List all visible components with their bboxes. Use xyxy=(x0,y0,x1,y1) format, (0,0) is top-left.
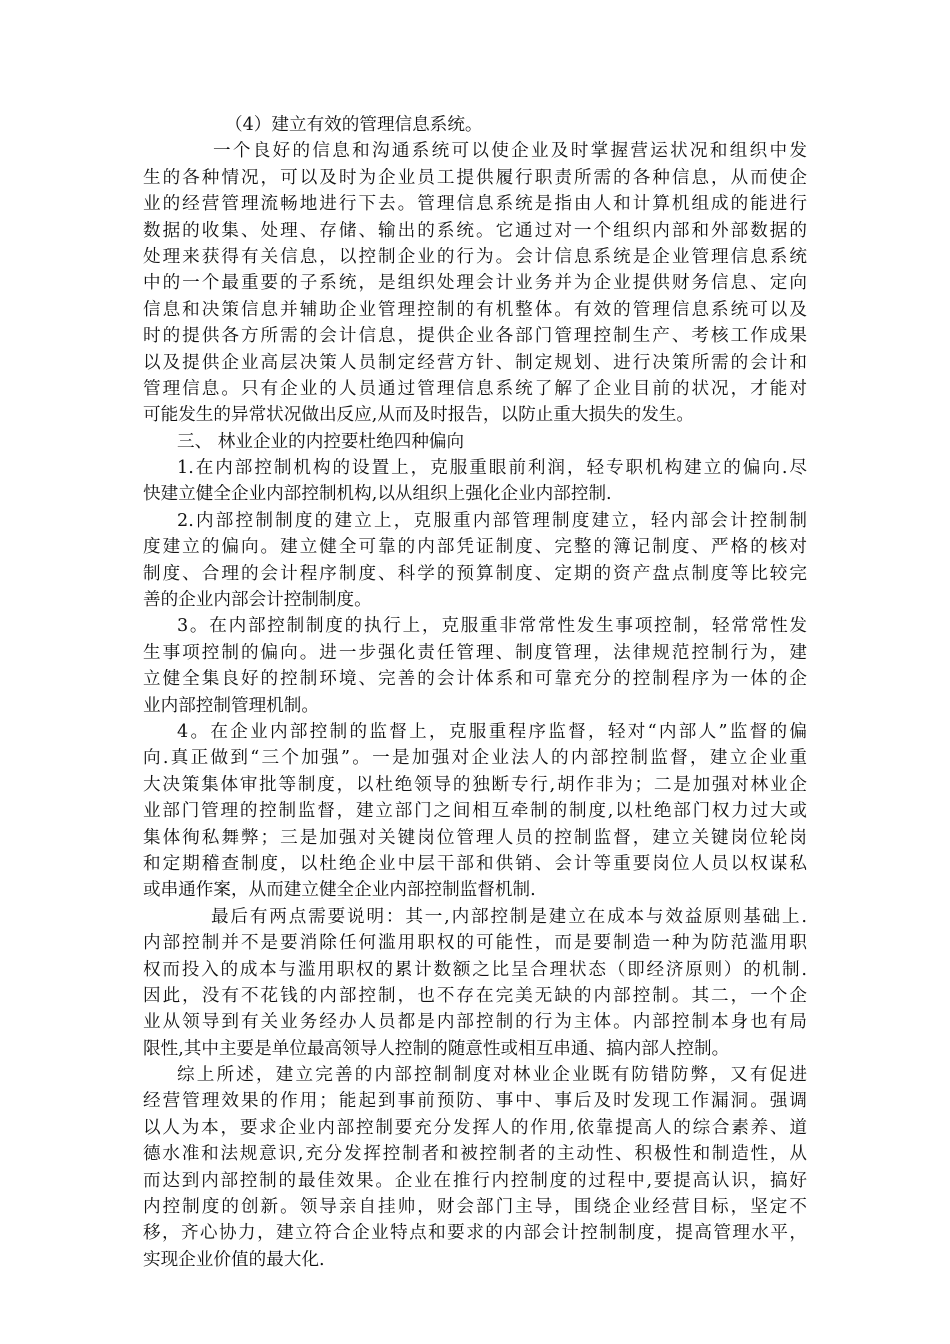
paragraph-line: 实现企业价值的最大化. xyxy=(143,1249,325,1270)
paragraph-line: 业部门管理的控制监督，建立部门之间相互牵制的制度,以杜绝部门权力过大或 xyxy=(143,801,807,822)
paragraph-line: 和定期稽查制度，以杜绝企业中层干部和供销、会计等重要岗位人员以权谋私 xyxy=(143,853,807,874)
paragraph-line: 处理来获得有关信息，以控制企业的行为。会计信息系统是企业管理信息系统 xyxy=(143,246,807,267)
paragraph-line: 可能发生的异常状况做出反应,从而及时报告，以防止重大损失的发生。 xyxy=(143,405,695,426)
paragraph-line: 善的企业内部会计控制制度。 xyxy=(143,590,372,611)
paragraph-line: 大决策集体审批等制度，以杜绝领导的独断专行,胡作非为；二是加强对林业企 xyxy=(143,774,807,795)
paragraph-line: 权而投入的成本与滥用职权的累计数额之比呈合理状态（即经济原则）的机制. xyxy=(143,959,807,980)
paragraph-line: 因此，没有不花钱的内部控制，也不存在完美无缺的内部控制。其二，一个企 xyxy=(143,985,807,1006)
paragraph-line: 以人为本，要求企业内部控制要充分发挥人的作用,依靠提高人的综合素养、道 xyxy=(143,1117,807,1138)
paragraph-line: 而达到内部控制的最佳效果。企业在推行内控制度的过程中,要提高认识，搞好 xyxy=(143,1170,807,1191)
paragraph-line: 内控制度的创新。领导亲自挂帅，财会部门主导，围绕企业经营目标，坚定不 xyxy=(143,1197,807,1218)
paragraph-line: 业内部控制管理机制。 xyxy=(143,695,319,716)
paragraph-line: 德水准和法规意识,充分发挥控制者和被控制者的主动性、积极性和制造性，从 xyxy=(143,1144,807,1165)
paragraph-line: 度建立的偏向。建立健全可靠的内部凭证制度、完整的簿记制度、严格的核对 xyxy=(143,537,807,558)
paragraph-line: 2.内部控制制度的建立上，克服重内部管理制度建立，轻内部会计控制制 xyxy=(177,510,807,531)
paragraph-line: 时的提供各方所需的会计信息，提供企业各部门管理控制生产、考核工作成果 xyxy=(143,326,807,347)
paragraph-line: 向.真正做到“三个加强”。一是加强对企业法人的内部控制监督，建立企业重 xyxy=(143,748,807,769)
paragraph-line: 1.在内部控制机构的设置上，克服重眼前利润，轻专职机构建立的偏向.尽 xyxy=(177,458,807,479)
paragraph-line: 以及提供企业高层决策人员制定经营方针、制定规划、进行决策所需的会计和 xyxy=(143,352,807,373)
paragraph-line: 一个良好的信息和沟通系统可以使企业及时掌握营运状况和组织中发 xyxy=(213,141,807,162)
section-heading-3: 三、 林业企业的内控要杜绝四种偏向 xyxy=(177,431,465,452)
paragraph-line: 集体徇私舞弊；三是加强对关键岗位管理人员的控制监督，建立关键岗位轮岗 xyxy=(143,827,807,848)
section-heading-4: （4）建立有效的管理信息系统。 xyxy=(225,115,483,135)
paragraph-line: 4。在企业内部控制的监督上，克服重程序监督，轻对“内部人”监督的偏 xyxy=(177,721,807,742)
paragraph-line: 业从领导到有关业务经办人员都是内部控制的行为主体。内部控制本身也有局 xyxy=(143,1012,807,1033)
paragraph-line: 管理信息。只有企业的人员通过管理信息系统了解了企业目前的状况，才能对 xyxy=(143,378,807,399)
paragraph-line: 最后有两点需要说明：其一,内部控制是建立在成本与效益原则基础上. xyxy=(211,906,807,927)
paragraph-line: 3。在内部控制制度的执行上，克服重非常常性发生事项控制，轻常常性发 xyxy=(177,616,807,637)
paragraph-line: 生事项控制的偏向。进一步强化责任管理、制度管理，法律规范控制行为，建 xyxy=(143,642,807,663)
paragraph-line: 内部控制并不是要消除任何滥用职权的可能性，而是要制造一种为防范滥用职 xyxy=(143,933,807,954)
paragraph-line: 限性,其中主要是单位最高领导人控制的随意性或相互串通、搞内部人控制。 xyxy=(143,1038,730,1059)
paragraph-line: 或串通作案，从而建立健全企业内部控制监督机制. xyxy=(143,880,536,901)
paragraph-line: 快建立健全企业内部控制机构,以从组织上强化企业内部控制. xyxy=(143,484,612,505)
paragraph-line: 生的各种情况，可以及时为企业员工提供履行职责所需的各种信息，从而使企 xyxy=(143,167,807,188)
paragraph-line: 移，齐心协力，建立符合企业特点和要求的内部会计控制制度，提高管理水平， xyxy=(143,1223,807,1244)
paragraph-line: 数据的收集、处理、存储、输出的系统。它通过对一个组织内部和外部数据的 xyxy=(143,220,807,241)
paragraph-line: 信息和决策信息并辅助企业管理控制的有机整体。有效的管理信息系统可以及 xyxy=(143,299,807,320)
paragraph-line: 综上所述，建立完善的内部控制制度对林业企业既有防错防弊，又有促进 xyxy=(177,1065,807,1086)
paragraph-line: 业的经营管理流畅地进行下去。管理信息系统是指由人和计算机组成的能进行 xyxy=(143,194,807,215)
paragraph-line: 经营管理效果的作用；能起到事前预防、事中、事后及时发现工作漏洞。强调 xyxy=(143,1091,807,1112)
paragraph-line: 制度、合理的会计程序制度、科学的预算制度、定期的资产盘点制度等比较完 xyxy=(143,563,807,584)
paragraph-line: 立健全集良好的控制环境、完善的会计体系和可靠充分的控制程序为一体的企 xyxy=(143,669,807,690)
document-body xyxy=(143,112,807,1273)
paragraph-line: 中的一个最重要的子系统，是组织处理会计业务并为企业提供财务信息、定向 xyxy=(143,273,807,294)
